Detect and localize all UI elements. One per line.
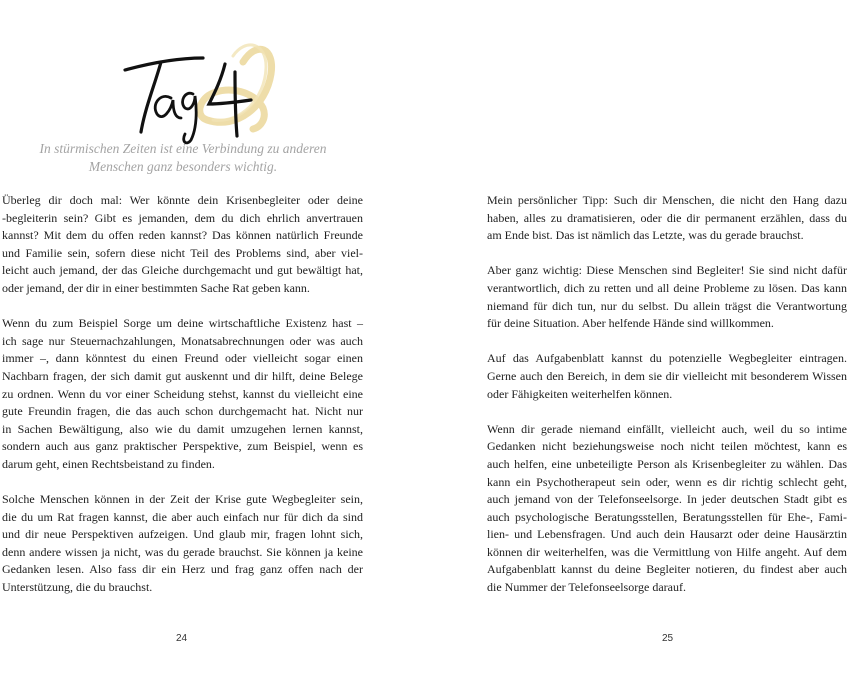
- text-line: für deine Situation. Aber helfende Hände sind willkommen.: [487, 316, 774, 331]
- text-line: Gedanken nicht beziehungsweise noch nicht teilen möchtest, kann es: [487, 439, 847, 454]
- text-line: in Sachen Bewältigung, also wie du damit umzugehen lernen kannst,: [2, 421, 363, 436]
- text-line: Aber ganz wichtig: Diese Menschen sind Begleiter! Sie sind nicht dafür: [487, 263, 847, 278]
- chapter-subtitle: [20, 140, 346, 176]
- text-line: niemand für dich tun, nur du selbst. Du allein trägst die Verantwortung: [487, 298, 847, 313]
- text-line: die du um Rat fragen kannst, die aber auch einfach nur für dich da sind: [2, 509, 363, 524]
- text-line: verantwortlich, dich zu retten und all deine Probleme zu lösen. Das kann: [487, 280, 847, 295]
- page-number: 25: [662, 633, 674, 644]
- chapter-title: [95, 28, 295, 148]
- text-line: gute Freundin fragen, die das auch schon durchgemacht hat. Nicht nur: [2, 404, 363, 419]
- text-line: Wenn dir gerade niemand einfällt, vielleicht auch, weil du so intime: [487, 421, 847, 436]
- paragraph: [487, 421, 847, 597]
- text-line: kann ein Psychotherapeut sein oder, wenn es dir richtig schlecht geht,: [487, 474, 847, 489]
- text-line: haben, alles zu dramatisieren, oder die dir permanent erzählen, dass du: [487, 210, 847, 225]
- text-line: oder Fähigkeiten weiterhelfen können.: [487, 386, 673, 401]
- text-line: auch psychologische Beratungsstellen, Beratungsstellen für Ehe-, Fami-: [487, 509, 847, 524]
- text-line: sondern auch aus ganz praktischer Perspektive, zum Beispiel, wenn es: [2, 439, 363, 454]
- text-line: denn andere wissen ja nicht, was du gerade brauchst. Sie können ja keine: [2, 544, 363, 559]
- text-line: können dir weiterhelfen, was die Vermittlung von Hilfe angeht. Auf dem: [487, 544, 847, 559]
- text-line: Überleg dir doch mal: Wer könnte dein Krisenbegleiter oder deine: [2, 193, 363, 207]
- chapter-title-handwriting: [95, 28, 295, 148]
- paragraph: [2, 491, 363, 597]
- text-line: Aufgabenblatt kannst du deine Begleiter notieren, du findest aber auch: [487, 562, 847, 577]
- subtitle-line: In stürmischen Zeiten ist eine Verbindung zu anderen: [39, 141, 327, 156]
- text-line: auch helfen, eine unbeteiligte Person als Krisenbegleiter zu wählen. Das: [487, 456, 847, 471]
- text-line: Auf das Aufgabenblatt kannst du potenzielle Wegbegleiter eintragen.: [487, 351, 847, 366]
- text-line: leicht auch jemand, der das Gleiche durchgemacht und gut bewältigt hat,: [2, 263, 363, 278]
- text-line: Gedanken lesen. Also fass dir ein Herz und frag ganz offen nach der: [2, 562, 363, 577]
- paragraph: [487, 350, 847, 403]
- paragraph: [2, 192, 363, 298]
- text-line: lien- und Lebensfragen. Und auch dein Hausarzt oder deine Hausärztin: [487, 527, 847, 542]
- paragraph: [487, 192, 847, 245]
- paragraph: [2, 315, 363, 473]
- title-digit-4: [209, 64, 251, 104]
- title-letter-g: [183, 93, 197, 143]
- text-line: Nachbarn fragen, der sich damit gut auskennt und dir hilft, deine Belege: [2, 368, 363, 383]
- text-line: Unterstützung, die du brauchst.: [2, 580, 153, 595]
- text-line: am Ende bist. Das ist nämlich das Letzte, was du gerade brauchst.: [487, 228, 804, 243]
- text-line: kannst? Mit dem du offen reden kannst? Das können natürlich Freunde: [2, 228, 363, 243]
- text-line: und Familie sein, sofern diese nicht Teil des Problems sind, aber viel-: [2, 245, 363, 260]
- title-letter-t: [125, 58, 203, 70]
- right-page-body: [487, 192, 847, 614]
- page-number: 24: [176, 633, 188, 644]
- text-line: Mein persönlicher Tipp: Such dir Menschen, die nicht den Hang dazu: [487, 193, 847, 207]
- text-line: oder jemand, der dir in einer bestimmten Sache Rat geben kann.: [2, 280, 310, 295]
- right-page: [426, 0, 853, 682]
- title-letter-a: [155, 96, 181, 118]
- subtitle-line: Menschen ganz besonders wichtig.: [88, 159, 278, 174]
- text-line: darum geht, einen Rechtsbeistand zu finden.: [2, 456, 215, 471]
- left-page-body: [2, 192, 363, 614]
- text-line: und dir neue Perspektiven aufzeigen. Und glaub mir, fragen lohnt sich,: [2, 527, 363, 542]
- text-line: Wenn du zum Beispiel Sorge um deine wirtschaftliche Existenz hast –: [2, 316, 363, 331]
- text-line: Solche Menschen können in der Zeit der Krise gute Wegbegleiter sein,: [2, 492, 363, 507]
- left-page: [0, 0, 426, 682]
- text-line: die Nummer der Telefonseelsorge darauf.: [487, 580, 686, 595]
- text-line: immer –, dann könntest du einen Freund oder vielleicht sogar einen: [2, 351, 363, 366]
- paragraph: [487, 262, 847, 332]
- text-line: Gerne auch den Bereich, in dem sie dir vielleicht mit besonderem Wissen: [487, 368, 847, 383]
- text-line: ich sage nur Steuernachzahlungen, Monatsabrechnungen oder was auch: [2, 333, 363, 348]
- text-line: zu ordnen. Wenn du vor einer Scheidung stehst, kannst du vielleicht eine: [2, 386, 363, 401]
- text-line: auch jemand von der Telefonseelsorge. In jeder deutschen Stadt gibt es: [487, 492, 847, 507]
- text-line: -begleiterin sein? Gibt es jemanden, dem du dich ehrlich anvertrauen: [2, 210, 363, 225]
